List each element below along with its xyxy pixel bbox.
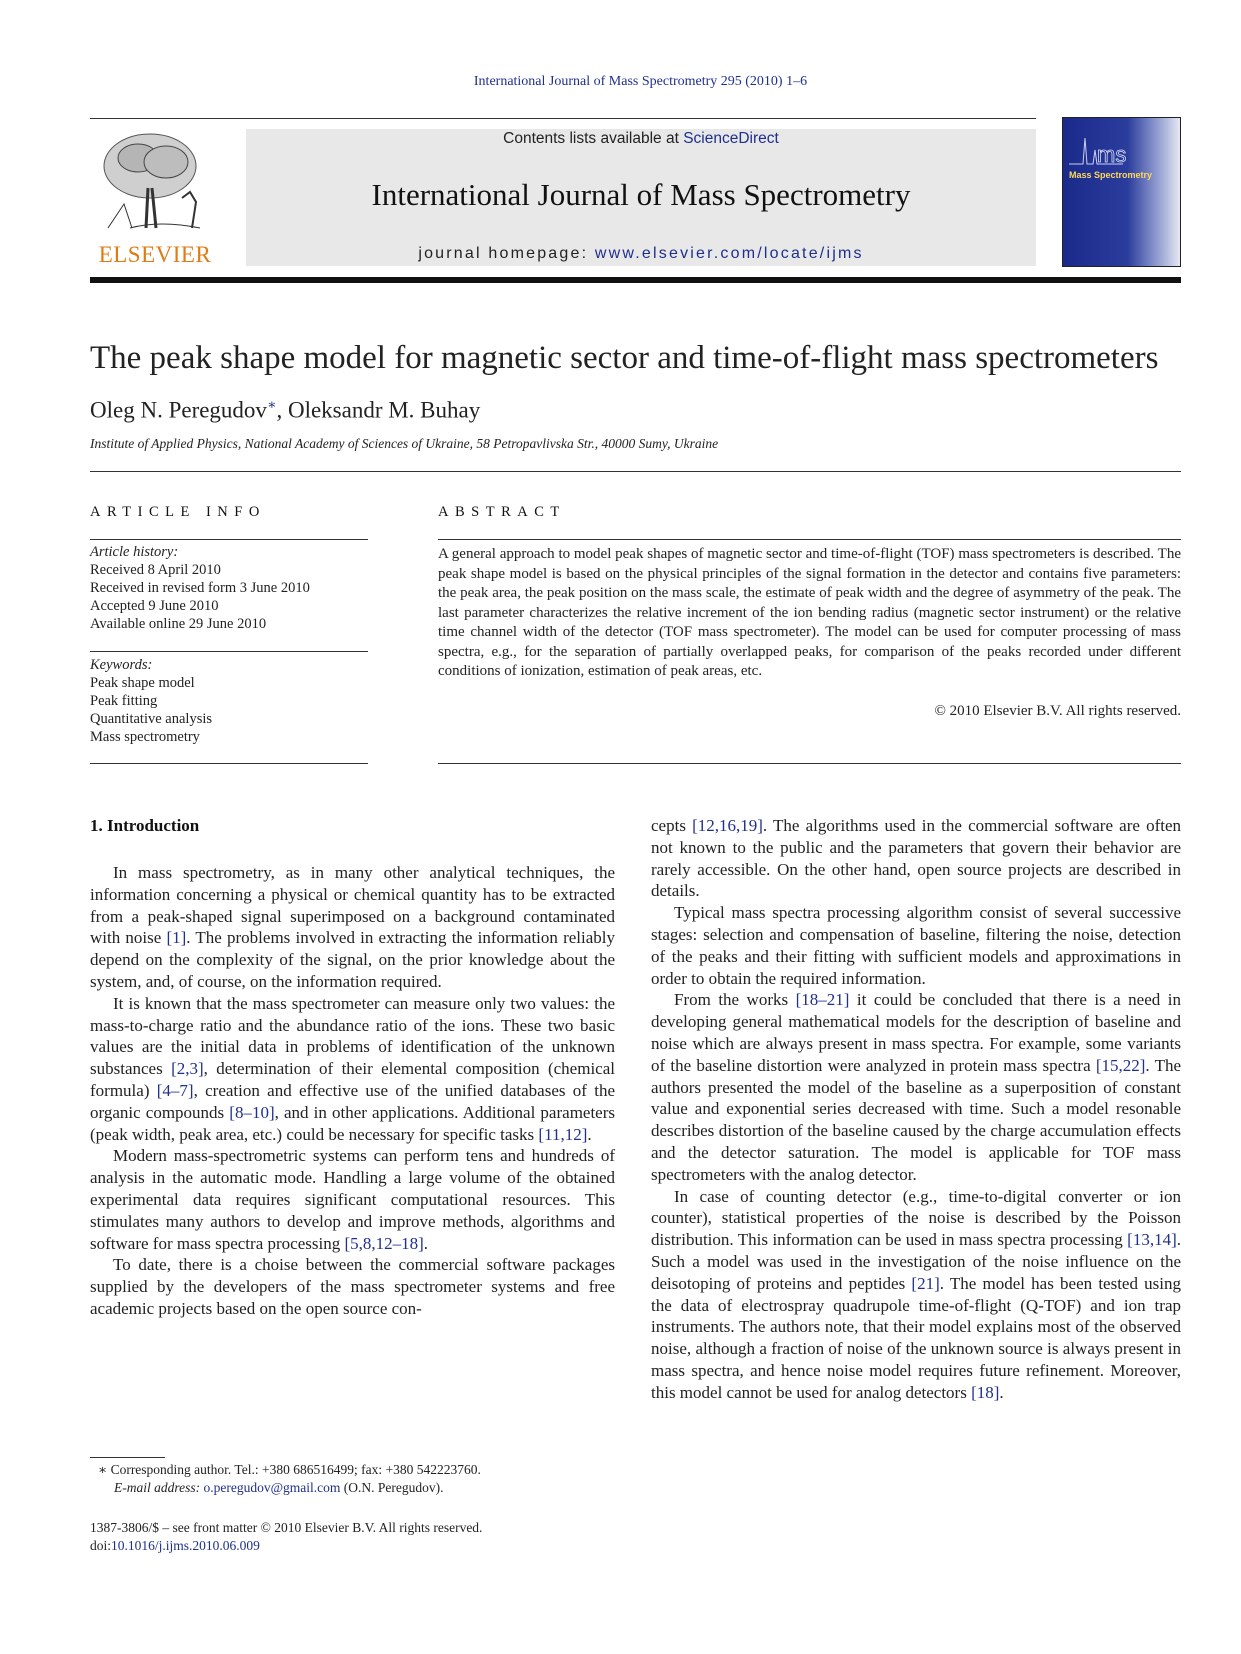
text-run: In mass spectrometry, as in many other analytical techniques, the information concerning a physical or chemical quantity has to be extracted from a peak-shaped signal superimposed on a background contaminated with noise: [90, 863, 615, 948]
text-run: . The model has been tested using the data of electrospray quadrupole time-of-flight (Q-TOF) and ion trap instruments. The authors note, that their model explains most of the observed noise, although a fraction of noise of the unknown source is always present in mass spectra, and hence noise model requires future refinement. Moreover, this model cannot be used for analog detectors: [651, 1273, 1181, 1402]
keyword: Peak fitting: [90, 693, 158, 709]
email-link[interactable]: o.peregudov@gmail.com: [203, 1480, 341, 1495]
body-column-right: [651, 815, 1181, 1404]
citation-link[interactable]: [5,8,12–18]: [344, 1233, 424, 1253]
text-run: In case of counting detector (e.g., time-to-digital converter or ion counter), statistical properties of the noise is described by the Poisson distribution. This information can be used in mass spectra processing: [651, 1186, 1181, 1250]
text-run: . The authors presented the model of the baseline as a superposition of constant value and exponential series decreased with time. Such a model resonable describes distortion of the baseline caused by the charge accumulation effects and the detector saturation. The model is applicable for TOF mass spectrometers with the analog detector.: [651, 1055, 1182, 1184]
history-item: Accepted 9 June 2010: [90, 598, 219, 614]
body-column-left: [90, 862, 615, 1320]
text-run: , creation and effective use of the unified databases of the organic compounds: [90, 1080, 615, 1122]
abstract-text: A general approach to model peak shapes of magnetic sector and time-of-flight (TOF) mass spectrometers is described. The peak shape model is based on the physical principles of the signal formation in the detector and contains five parameters: the peak area, the peak position on the mass scale, the estimate of peak width and the degree of asymmetry of the peak. The last parameter characterizes the relative increment of the ion bending radius (magnetic sector instrument) or the relative time channel width of the detector (TOF mass spectrometer). The model can be used for computer processing of mass spectra, e.g., for the separation of partially overlapped peaks, for comparison of the peaks recorded under different conditions of ionization, estimation of peak areas, etc.: [438, 546, 1181, 679]
citation-link[interactable]: [8–10]: [229, 1102, 275, 1122]
contents-line: [246, 129, 1036, 149]
header-thick-rule: [90, 277, 1181, 283]
paragraph: [651, 989, 1181, 1185]
footnote-text: (O.N. Peregudov).: [340, 1480, 444, 1495]
text-run: . The problems involved in extracting the information reliably depend on the complexity of the signal, on the prior knowledge about the system, and, of course, on the information required.: [90, 928, 615, 991]
paragraph: [90, 862, 615, 993]
author-name: Oleksandr M. Buhay: [287, 397, 481, 423]
history-label: Article history:: [90, 544, 179, 560]
doi-label: doi:: [90, 1538, 112, 1553]
text-run: cepts: [651, 816, 693, 835]
journal-reference[interactable]: International Journal of Mass Spectrometry 295 (2010) 1–6: [473, 74, 808, 89]
issn-line: 1387-3806/$ – see front matter © 2010 Elsevier B.V. All rights reserved.: [90, 1520, 483, 1535]
citation-link[interactable]: [13,14]: [1127, 1230, 1177, 1250]
sciencedirect-link[interactable]: ScienceDirect: [683, 130, 779, 147]
homepage-label: journal homepage:: [418, 245, 595, 262]
abstract-copyright: © 2010 Elsevier B.V. All rights reserved.: [934, 703, 1181, 719]
citation-link[interactable]: [21]: [911, 1273, 940, 1293]
citation-link[interactable]: [18]: [971, 1382, 1000, 1402]
header-rule: [90, 118, 1036, 119]
text-run: From the works: [674, 990, 796, 1010]
author-separator: ,: [276, 397, 288, 423]
article-history: [90, 543, 368, 633]
citation-link[interactable]: [11,12]: [538, 1124, 588, 1144]
title-rule: [90, 471, 1181, 472]
homepage-link[interactable]: www.elsevier.com/locate/ijms: [594, 245, 864, 262]
paragraph: [90, 1145, 615, 1254]
contents-prefix: Contents lists available at: [503, 130, 684, 147]
history-item: Received 8 April 2010: [90, 562, 221, 578]
text-run: it could be concluded that there is a need in developing general mathematical models for the description of baseline and noise which are always present in mass spectra. For example, some variants of the baseline distortion were analyzed in protein mass spectra: [651, 990, 1181, 1075]
paragraph: [651, 815, 1181, 902]
paper-title: The peak shape model for magnetic sector and time-of-flight mass spectrometers: [90, 340, 1159, 376]
affiliation: Institute of Applied Physics, National Academy of Sciences of Ukraine, 58 Petropavlivska Str., 40000 Sumy, Ukraine: [90, 436, 719, 451]
paragraph: [651, 1186, 1181, 1404]
corresponding-author-footnote: [90, 1461, 620, 1497]
footnote-line: [90, 1479, 620, 1497]
article-info-heading: ARTICLE INFO: [90, 504, 266, 520]
corresponding-author-mark[interactable]: ∗: [266, 398, 277, 413]
article-info-rule: [90, 651, 368, 652]
text-run: . The algorithms used in the commercial software are often not known to the public and the parameters that govern their behavior are rarely accessible. On the other hand, open source projects are described in details.: [651, 816, 1182, 901]
front-matter: [90, 1519, 690, 1555]
journal-homepage: [246, 245, 1036, 263]
abstract-rule: [438, 539, 1181, 540]
citation-link[interactable]: [4–7]: [156, 1080, 194, 1100]
citation-link[interactable]: [18–21]: [795, 990, 850, 1010]
publisher-name: ELSEVIER: [98, 242, 212, 267]
tree-logo-icon: [90, 128, 220, 236]
footnote-text: Corresponding author. Tel.: +380 686516499; fax: +380 542223760.: [107, 1462, 481, 1477]
text-run: Modern mass-spectrometric systems can perform tens and hundreds of analysis in the automatic mode. Handling a large volume of the obtained experimental data requires significant computational resources. This stimulates many authors to develop and improve methods, algorithms and software for mass spectra processing: [90, 1146, 615, 1253]
footnote-line: [90, 1461, 620, 1479]
article-info-rule: [90, 539, 368, 540]
citation-link[interactable]: [1]: [166, 928, 187, 948]
text-run: , determination of their elemental composition (chemical formula): [90, 1059, 615, 1100]
history-item: Received in revised form 3 June 2010: [90, 580, 310, 596]
doi-link[interactable]: 10.1016/j.ijms.2010.06.009: [111, 1538, 260, 1553]
keyword: Mass spectrometry: [90, 729, 200, 745]
svg-text:ms: ms: [1097, 142, 1127, 167]
author-list: [90, 397, 480, 424]
author-name: Oleg N. Peregudov: [90, 397, 267, 423]
spectrum-graphic-icon: [1063, 118, 1180, 266]
article-info-rule: [90, 763, 368, 764]
cover-title: Mass Spectrometry: [1069, 170, 1153, 180]
paragraph: [90, 993, 615, 1146]
citation-link[interactable]: [2,3]: [171, 1059, 204, 1079]
text-run: It is known that the mass spectrometer can measure only two values: the mass-to-charge ratio and the abundance ratio of the ions. These two basic values are the initial data in problems of identification of the unknown substances: [90, 993, 615, 1079]
email-label: E-mail address:: [114, 1480, 204, 1495]
text-run: , and in other applications. Additional parameters (peak width, peak area, etc.) could be necessary for specific tasks: [90, 1102, 616, 1144]
keyword: Quantitative analysis: [90, 711, 213, 727]
text-run: . Such a model was used in the investigation of the noise influence on the deisotoping of proteins and peptides: [651, 1230, 1181, 1293]
text-run: .: [999, 1382, 1004, 1402]
keyword: Peak shape model: [90, 675, 195, 691]
citation-link[interactable]: [15,22]: [1095, 1055, 1146, 1075]
text-run: .: [587, 1124, 592, 1144]
journal-banner: [246, 129, 1036, 266]
citation-link[interactable]: [12,16,19]: [692, 816, 763, 835]
abstract-rule: [438, 763, 1181, 764]
footnote-rule: [90, 1457, 165, 1458]
keywords-label: Keywords:: [90, 657, 153, 673]
keywords: [90, 656, 368, 746]
history-item: Available online 29 June 2010: [90, 616, 267, 632]
abstract-heading: ABSTRACT: [438, 504, 566, 520]
journal-name: International Journal of Mass Spectrometry: [371, 177, 911, 212]
paragraph: Typical mass spectra processing algorithm consist of several successive stages: selection and compensation of baseline, filtering the noise, detection of the peaks and their fitting with sufficient models and approximations in order to obtain the required information.: [651, 903, 1181, 988]
journal-cover-thumbnail[interactable]: [1062, 117, 1181, 267]
footnote-mark: ∗: [98, 1462, 108, 1477]
paragraph: To date, there is a choise between the commercial software packages supplied by the developers of the mass spectrometer systems and free academic projects based on the open source con-: [90, 1255, 615, 1318]
text-run: .: [423, 1233, 429, 1253]
doi-line: [90, 1537, 690, 1555]
section-heading: 1. Introduction: [90, 816, 200, 835]
elsevier-logo[interactable]: [90, 128, 220, 268]
